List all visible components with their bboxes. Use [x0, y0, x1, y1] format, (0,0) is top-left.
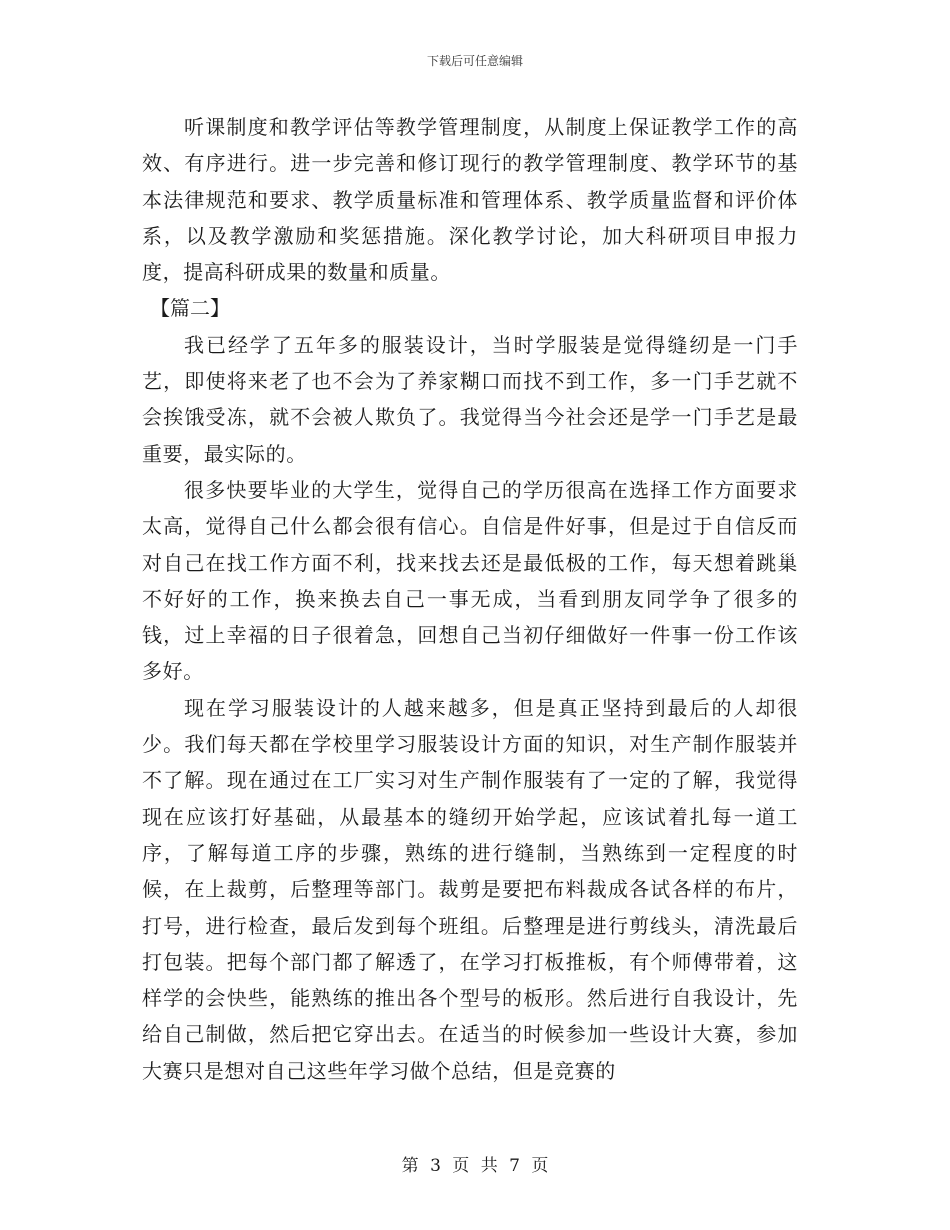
section-heading: 【篇二】: [150, 296, 230, 321]
paragraph: 我已经学了五年多的服装设计，当时学服装是觉得缝纫是一门手艺，即使将来老了也不会为了养家糊口而找不到工作，多一门手艺就不会挨饿受冻，就不会被人欺负了。我觉得当今社会还是学一门手艺是最重要，最实际的。: [142, 332, 798, 466]
paragraph: 很多快要毕业的大学生，觉得自己的学历很高在选择工作方面要求太高，觉得自己什么都会很有信心。自信是件好事，但是过于自信反而对自己在找工作方面不利，找来找去还是最低极的工作，每天想着跳巢不好好的工作，换来换去自己一事无成，当看到朋友同学争了很多的钱，过上幸福的日子很着急，回想自己当初仔细做好一件事一份工作该多好。: [142, 477, 798, 684]
paragraph: 现在学习服装设计的人越来越多，但是真正坚持到最后的人却很少。我们每天都在学校里学习服装设计方面的知识，对生产制作服装并不了解。现在通过在工厂实习对生产制作服装有了一定的了解，我觉得现在应该打好基础，从最基本的缝纫开始学起，应该试着扎每一道工序，了解每道工序的步骤，熟练的进行缝制，当熟练到一定程度的时候，在上裁剪，后整理等部门。裁剪是要把布料裁成各试各样的布片，打号，进行检查，最后发到每个班组。后整理是进行剪线头，清洗最后打包装。把每个部门都了解透了，在学习打板推板，有个师傅带着，这样学的会快些，能熟练的推出各个型号的板形。然后进行自我设计，先给自己制做，然后把它穿出去。在适当的时候参加一些设计大赛，参加大赛只是想对自己这些年学习做个总结，但是竞赛的: [142, 695, 798, 1083]
document-body: [142, 109, 798, 1089]
page-number-footer: 第 3 页 共 7 页: [401, 1156, 549, 1176]
paragraph-continued: 听课制度和教学评估等教学管理制度，从制度上保证教学工作的高效、有序进行。进一步完善和修订现行的教学管理制度、教学环节的基本法律规范和要求、教学质量标准和管理体系、教学质量监督和评价体系，以及教学激励和奖惩措施。深化教学讨论，加大科研项目申报力度，提高科研成果的数量和质量。: [142, 115, 798, 285]
page-header: 下载后可任意编辑: [426, 54, 523, 68]
